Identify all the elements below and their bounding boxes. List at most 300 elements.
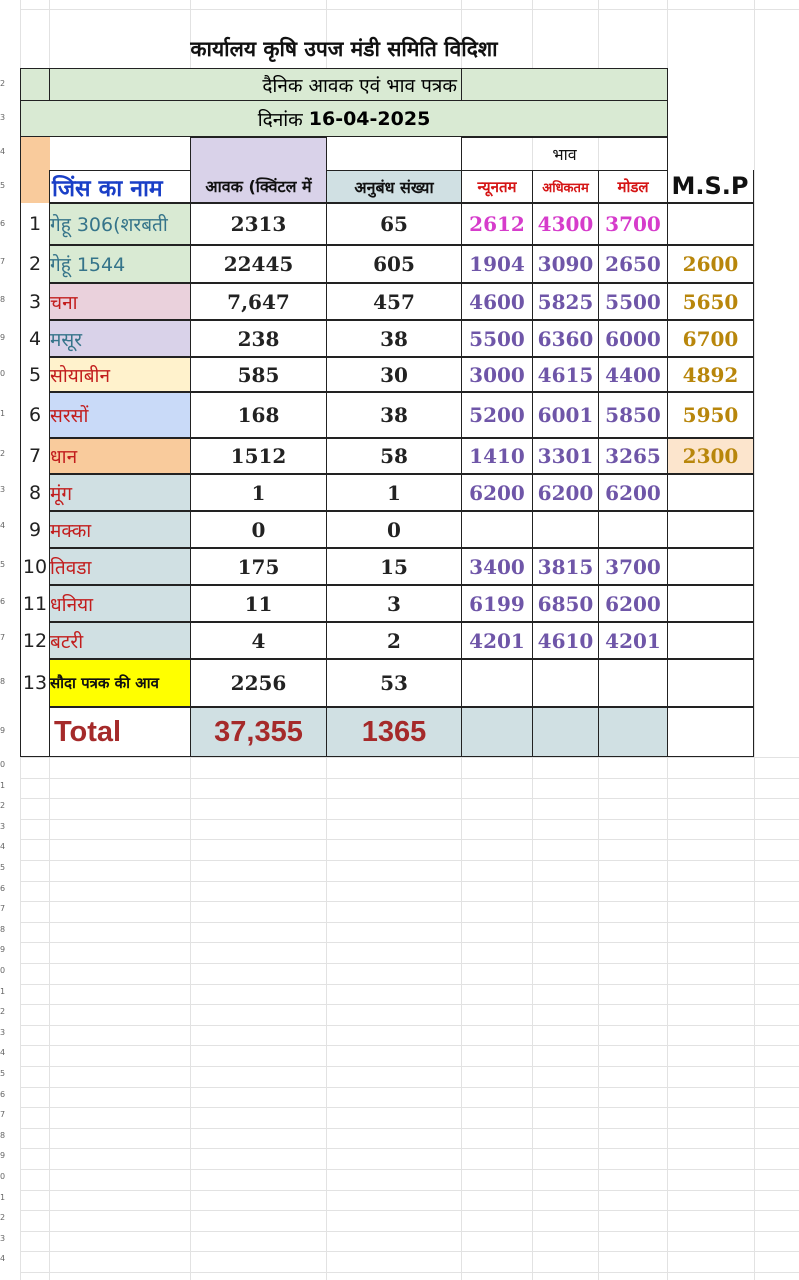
row-number[interactable]: 0 [0, 760, 6, 769]
row-rate-min-value: 1904 [469, 252, 525, 276]
row-rate-modal-value: 5850 [605, 403, 661, 427]
row-rate-min[interactable] [461, 511, 533, 548]
row-number[interactable]: 9 [0, 726, 6, 735]
row-serial-value: 3 [28, 290, 42, 313]
row-contracts-value: 3 [387, 591, 401, 616]
row-commodity-value: सरसों [50, 405, 89, 427]
row-commodity[interactable] [49, 320, 191, 357]
date-label: दिनांक [257, 108, 303, 131]
row-number[interactable]: 5 [0, 1069, 6, 1078]
grid-row-line [20, 1045, 799, 1046]
row-rate-modal[interactable] [598, 320, 668, 357]
row-rate-modal-value: 3700 [605, 554, 661, 579]
row-contracts[interactable] [326, 203, 462, 245]
row-msp[interactable] [667, 548, 754, 585]
row-number[interactable]: 6 [0, 884, 6, 893]
row-msp-value: 6700 [682, 326, 739, 351]
row-rate-max[interactable] [532, 203, 599, 245]
row-rate-modal-value: 2650 [605, 252, 661, 276]
row-rate-min-value: 3400 [469, 554, 525, 579]
row-serial[interactable] [20, 474, 50, 511]
header-modal-text: मोडल [617, 177, 649, 196]
total-min-cell[interactable] [461, 707, 533, 757]
row-contracts[interactable] [326, 511, 462, 548]
row-commodity[interactable] [49, 659, 191, 707]
row-contracts[interactable] [326, 357, 462, 392]
row-arrival-value: 1512 [230, 444, 287, 468]
grid-row-line [20, 1148, 799, 1149]
row-rate-modal-value: 4400 [605, 362, 661, 387]
header-contracts-text: अनुबंध संख्या [354, 177, 434, 197]
row-number[interactable]: 1 [0, 1193, 6, 1202]
header-contracts[interactable] [326, 170, 462, 203]
row-rate-min[interactable] [461, 474, 533, 511]
row-number[interactable]: 4 [0, 1254, 6, 1263]
office-title[interactable] [20, 30, 668, 68]
row-number[interactable]: 4 [0, 1048, 6, 1057]
row-rate-modal[interactable] [598, 622, 668, 659]
grid-row-line [20, 860, 799, 861]
row-rate-min[interactable] [461, 392, 533, 438]
row-serial-value: 9 [28, 518, 42, 541]
row-rate-max-value: 4300 [537, 212, 594, 236]
total-max-cell[interactable] [532, 707, 599, 757]
row-serial-value: 12 [22, 629, 48, 652]
row-serial-value: 11 [22, 592, 48, 615]
row-rate-min[interactable] [461, 357, 533, 392]
total-msp-cell[interactable] [667, 707, 754, 757]
row-number[interactable]: 3 [0, 822, 6, 831]
row-msp[interactable] [667, 511, 754, 548]
subtitle-row-left[interactable] [20, 68, 50, 101]
row-serial[interactable] [20, 622, 50, 659]
grid-row-line [20, 1107, 799, 1108]
row-contracts[interactable] [326, 283, 462, 320]
row-contracts-value: 605 [373, 252, 415, 276]
row-number[interactable]: 2 [0, 801, 6, 810]
row-number[interactable]: 1 [0, 987, 6, 996]
header-max[interactable] [532, 170, 599, 203]
row-serial-value: 13 [22, 672, 48, 694]
row-contracts[interactable] [326, 585, 462, 622]
row-serial-value: 7 [28, 445, 42, 467]
row-commodity-value: सोयाबीन [50, 364, 111, 387]
row-contracts-value: 0 [387, 517, 401, 542]
row-msp[interactable] [667, 438, 754, 474]
row-number[interactable]: 0 [0, 369, 6, 378]
row-serial-value: 5 [28, 363, 42, 386]
grid-row-line [20, 901, 799, 902]
total-label-cell[interactable] [49, 707, 191, 757]
row-rate-modal-value: 3700 [605, 212, 661, 236]
row-number[interactable]: 7 [0, 904, 6, 913]
total-modal-cell[interactable] [598, 707, 668, 757]
row-rate-modal-value: 3265 [605, 444, 661, 468]
grid-row-line [20, 1025, 799, 1026]
row-serial[interactable] [20, 283, 50, 320]
row-arrival[interactable] [190, 357, 327, 392]
row-arrival-value: 168 [237, 403, 280, 427]
row-rate-max-value: 6850 [537, 591, 594, 616]
row-serial[interactable] [20, 392, 50, 438]
row-number[interactable]: 1 [0, 409, 6, 418]
row-arrival-value: 2256 [230, 671, 287, 695]
row-serial[interactable] [20, 659, 50, 707]
row-arrival-value: 585 [237, 362, 280, 387]
row-contracts[interactable] [326, 474, 462, 511]
row-rate-min-value: 6199 [469, 591, 525, 616]
row-rate-min-value: 4201 [469, 628, 525, 653]
grid-row-line [20, 1251, 799, 1252]
row-arrival-value: 7,647 [227, 289, 290, 314]
grid-row-line [20, 1004, 799, 1005]
row-rate-modal[interactable] [598, 474, 668, 511]
header-arrival-text: आवक (क्विंटल में [205, 177, 312, 196]
grid-row-line [20, 1190, 799, 1191]
row-commodity[interactable] [49, 357, 191, 392]
row-msp[interactable] [667, 474, 754, 511]
grid-row-line [20, 757, 799, 758]
row-number[interactable]: 5 [0, 560, 6, 569]
grid-row-line [20, 1087, 799, 1088]
row-rate-modal-value: 6000 [605, 326, 661, 351]
row-rate-min-value: 5500 [469, 326, 525, 351]
row-number[interactable]: 4 [0, 521, 6, 530]
row-contracts[interactable] [326, 622, 462, 659]
row-contracts[interactable] [326, 548, 462, 585]
date-cell[interactable] [20, 100, 668, 137]
grid-row-line [20, 1272, 799, 1273]
row-contracts-value: 2 [387, 628, 401, 653]
row-msp[interactable] [667, 283, 754, 320]
row-rate-min[interactable] [461, 659, 533, 707]
row-rate-modal[interactable] [598, 245, 668, 283]
total-arrival: 37,355 [214, 715, 303, 748]
row-rate-min[interactable] [461, 548, 533, 585]
row-rate-max-value: 6001 [537, 403, 594, 427]
row-rate-max[interactable] [532, 585, 599, 622]
row-commodity[interactable] [49, 622, 191, 659]
row-contracts-value: 15 [380, 554, 408, 579]
row-commodity[interactable] [49, 438, 191, 474]
row-contracts[interactable] [326, 245, 462, 283]
header-rate-group[interactable] [461, 137, 668, 171]
row-rate-modal[interactable] [598, 203, 668, 245]
row-commodity[interactable] [49, 245, 191, 283]
row-commodity-value: धान [50, 446, 78, 468]
row-commodity-value: बटरी [50, 630, 84, 653]
row-commodity[interactable] [49, 283, 191, 320]
row-contracts-value: 30 [380, 362, 408, 387]
row-serial[interactable] [20, 320, 50, 357]
row-arrival-value: 2313 [230, 212, 287, 236]
grid-row-line [20, 839, 799, 840]
row-rate-min[interactable] [461, 622, 533, 659]
row-rate-min-value: 1410 [469, 444, 525, 468]
total-label: Total [54, 715, 122, 748]
row-serial[interactable] [20, 548, 50, 585]
row-serial[interactable] [20, 203, 50, 245]
header-commodity[interactable] [49, 170, 191, 203]
row-number[interactable]: 7 [0, 257, 6, 266]
row-rate-max[interactable] [532, 659, 599, 707]
row-rate-min[interactable] [461, 203, 533, 245]
header-msp[interactable] [667, 170, 754, 203]
row-contracts-value: 1 [387, 480, 401, 505]
row-commodity[interactable] [49, 511, 191, 548]
row-rate-modal[interactable] [598, 283, 668, 320]
row-commodity[interactable] [49, 392, 191, 438]
row-number[interactable]: 2 [0, 79, 6, 88]
row-number[interactable]: 8 [0, 677, 6, 686]
row-commodity-value: धनिया [50, 593, 94, 616]
row-commodity-value: सौदा पत्रक की आव [50, 674, 159, 692]
subtitle-cell-right[interactable] [461, 68, 668, 101]
row-commodity-value: मूंग [50, 482, 73, 505]
row-rate-max[interactable] [532, 283, 599, 320]
header-modal[interactable] [598, 170, 668, 203]
row-msp[interactable] [667, 357, 754, 392]
row-rate-min[interactable] [461, 283, 533, 320]
row-contracts-value: 65 [380, 212, 408, 236]
row-arrival[interactable] [190, 659, 327, 707]
row-rate-modal-value: 4201 [605, 628, 661, 653]
row-arrival-value: 0 [251, 517, 266, 542]
row-rate-modal[interactable] [598, 585, 668, 622]
row-commodity-value: गेहूं 1544 [50, 254, 126, 276]
row-number[interactable]: 3 [0, 1234, 6, 1243]
row-serial[interactable] [20, 357, 50, 392]
grid-row-line [20, 798, 799, 799]
row-rate-max-value: 6360 [537, 326, 594, 351]
row-number[interactable]: 5 [0, 863, 6, 872]
row-rate-max[interactable] [532, 357, 599, 392]
row-rate-modal[interactable] [598, 548, 668, 585]
grid-row-line [20, 819, 799, 820]
row-msp[interactable] [667, 320, 754, 357]
row-serial-value: 2 [28, 253, 42, 275]
row-number[interactable]: 0 [0, 966, 6, 975]
header-min-text: न्यूनतम [477, 177, 517, 196]
row-commodity[interactable] [49, 585, 191, 622]
row-arrival[interactable] [190, 622, 327, 659]
row-rate-min[interactable] [461, 438, 533, 474]
row-number[interactable]: 9 [0, 945, 6, 954]
row-number[interactable]: 8 [0, 1131, 6, 1140]
row-arrival-value: 175 [237, 554, 280, 579]
row-number[interactable]: 4 [0, 842, 6, 851]
total-arrival-cell[interactable] [190, 707, 327, 757]
row-arrival[interactable] [190, 511, 327, 548]
date-value: 16-04-2025 [308, 107, 431, 130]
row-msp[interactable] [667, 659, 754, 707]
row-rate-max-value: 6200 [537, 480, 594, 505]
row-contracts-value: 38 [380, 326, 408, 351]
row-serial[interactable] [20, 245, 50, 283]
row-rate-min-value: 2612 [469, 212, 525, 236]
row-number[interactable]: 2 [0, 1213, 6, 1222]
row-rate-max[interactable] [532, 245, 599, 283]
row-rate-modal[interactable] [598, 392, 668, 438]
row-number[interactable]: 4 [0, 147, 6, 156]
row-number[interactable]: 0 [0, 1172, 6, 1181]
row-arrival[interactable] [190, 392, 327, 438]
subtitle-cell[interactable] [49, 68, 462, 101]
row-arrival[interactable] [190, 245, 327, 283]
row-arrival[interactable] [190, 203, 327, 245]
row-rate-max-value: 4610 [537, 628, 594, 653]
row-number[interactable]: 6 [0, 219, 6, 228]
row-rate-max[interactable] [532, 320, 599, 357]
office-title-text: कार्यालय कृषि उपज मंडी समिति विदिशा [190, 37, 498, 61]
row-number[interactable]: 2 [0, 449, 6, 458]
row-number[interactable]: 1 [0, 781, 6, 790]
row-msp[interactable] [667, 203, 754, 245]
row-contracts[interactable] [326, 392, 462, 438]
row-rate-max[interactable] [532, 622, 599, 659]
row-rate-modal-value: 5500 [605, 289, 661, 314]
row-rate-min[interactable] [461, 585, 533, 622]
grid-row-line [20, 963, 799, 964]
row-contracts[interactable] [326, 659, 462, 707]
row-rate-min-value: 4600 [469, 289, 525, 314]
row-number[interactable]: 8 [0, 925, 6, 934]
row-msp-value: 5650 [682, 289, 739, 314]
grid-row-line [20, 1231, 799, 1232]
header-arrival[interactable] [190, 137, 327, 203]
row-commodity-value: मक्का [50, 519, 92, 542]
grid-row-line [20, 881, 799, 882]
row-serial[interactable] [20, 438, 50, 474]
row-msp[interactable] [667, 622, 754, 659]
row-number[interactable]: 3 [0, 485, 6, 494]
row-arrival[interactable] [190, 585, 327, 622]
row-rate-max-value: 3301 [537, 444, 594, 468]
header-sn-cell[interactable] [20, 137, 50, 203]
row-rate-max[interactable] [532, 511, 599, 548]
row-contracts-value: 457 [373, 289, 415, 314]
row-commodity-value: मसूर [50, 328, 82, 351]
row-rate-max[interactable] [532, 392, 599, 438]
subtitle-text: दैनिक आवक एवं भाव पत्रक [262, 74, 457, 97]
row-arrival[interactable] [190, 474, 327, 511]
total-contracts-cell[interactable] [326, 707, 462, 757]
row-rate-modal-value: 6200 [605, 480, 661, 505]
row-rate-modal[interactable] [598, 659, 668, 707]
row-msp-value: 2300 [682, 444, 739, 468]
row-rate-modal[interactable] [598, 511, 668, 548]
row-number[interactable]: 7 [0, 1110, 6, 1119]
row-serial[interactable] [20, 511, 50, 548]
row-rate-max-value: 4615 [537, 362, 594, 387]
row-rate-max[interactable] [532, 438, 599, 474]
row-serial-value: 6 [28, 404, 42, 426]
row-number[interactable]: 9 [0, 333, 6, 342]
row-arrival[interactable] [190, 283, 327, 320]
row-arrival[interactable] [190, 438, 327, 474]
row-rate-modal[interactable] [598, 357, 668, 392]
row-rate-min-value: 3000 [469, 362, 525, 387]
row-commodity[interactable] [49, 474, 191, 511]
row-number[interactable]: 3 [0, 1028, 6, 1037]
header-max-text: अधिकतम [542, 180, 589, 196]
row-number[interactable]: 5 [0, 181, 6, 190]
header-commodity-text: जिंस का नाम [52, 175, 163, 202]
row-arrival-value: 238 [237, 326, 280, 351]
row-commodity-value: चना [50, 291, 78, 314]
row-serial-value: 8 [28, 481, 42, 504]
row-msp-value: 4892 [682, 362, 739, 387]
row-rate-modal[interactable] [598, 438, 668, 474]
row-rate-min[interactable] [461, 245, 533, 283]
grid-row-line [20, 778, 799, 779]
row-arrival[interactable] [190, 548, 327, 585]
row-contracts[interactable] [326, 438, 462, 474]
row-rate-max[interactable] [532, 474, 599, 511]
total-sn-cell[interactable] [20, 707, 50, 757]
row-rate-max[interactable] [532, 548, 599, 585]
row-msp[interactable] [667, 585, 754, 622]
row-arrival-value: 22445 [223, 252, 294, 276]
row-arrival[interactable] [190, 320, 327, 357]
row-number[interactable]: 9 [0, 1151, 6, 1160]
grid-row-line [20, 1128, 799, 1129]
row-serial-value: 1 [28, 213, 42, 235]
grid-row-line [20, 922, 799, 923]
row-contracts-value: 38 [380, 403, 408, 427]
total-contracts: 1365 [361, 715, 427, 748]
row-contracts-value: 58 [380, 444, 408, 468]
row-rate-min-value: 5200 [469, 403, 525, 427]
header-rate-group-text: भाव [552, 145, 577, 164]
grid-row-line [20, 9, 799, 10]
row-rate-max-value: 3090 [537, 252, 594, 276]
header-min[interactable] [461, 170, 533, 203]
row-arrival-value: 1 [251, 480, 266, 505]
row-number[interactable]: 7 [0, 633, 6, 642]
row-rate-max-value: 3815 [537, 554, 594, 579]
row-contracts[interactable] [326, 320, 462, 357]
grid-row-line [20, 1066, 799, 1067]
row-rate-min-value: 6200 [469, 480, 525, 505]
row-rate-min[interactable] [461, 320, 533, 357]
row-msp[interactable] [667, 392, 754, 438]
row-arrival-value: 4 [251, 628, 266, 653]
row-number[interactable]: 2 [0, 1007, 6, 1016]
header-msp-text: M.S.P [671, 172, 749, 200]
row-msp-value: 5950 [682, 403, 739, 427]
grid-row-line [20, 942, 799, 943]
row-commodity-value: गेहू 306(शरबती [50, 214, 168, 236]
row-msp-value: 2600 [682, 252, 739, 276]
row-commodity[interactable] [49, 548, 191, 585]
row-serial-value: 10 [22, 555, 48, 578]
row-rate-max-value: 5825 [537, 289, 594, 314]
grid-row-line [20, 984, 799, 985]
grid-column-line [754, 0, 755, 1280]
row-number[interactable]: 8 [0, 295, 6, 304]
row-number[interactable]: 6 [0, 1090, 6, 1099]
grid-row-line [20, 1169, 799, 1170]
row-rate-modal-value: 6200 [605, 591, 661, 616]
row-msp[interactable] [667, 245, 754, 283]
row-arrival-value: 11 [244, 591, 273, 616]
row-serial[interactable] [20, 585, 50, 622]
row-number[interactable]: 6 [0, 597, 6, 606]
row-commodity[interactable] [49, 203, 191, 245]
row-number[interactable]: 3 [0, 113, 6, 122]
row-contracts-value: 53 [380, 671, 408, 695]
